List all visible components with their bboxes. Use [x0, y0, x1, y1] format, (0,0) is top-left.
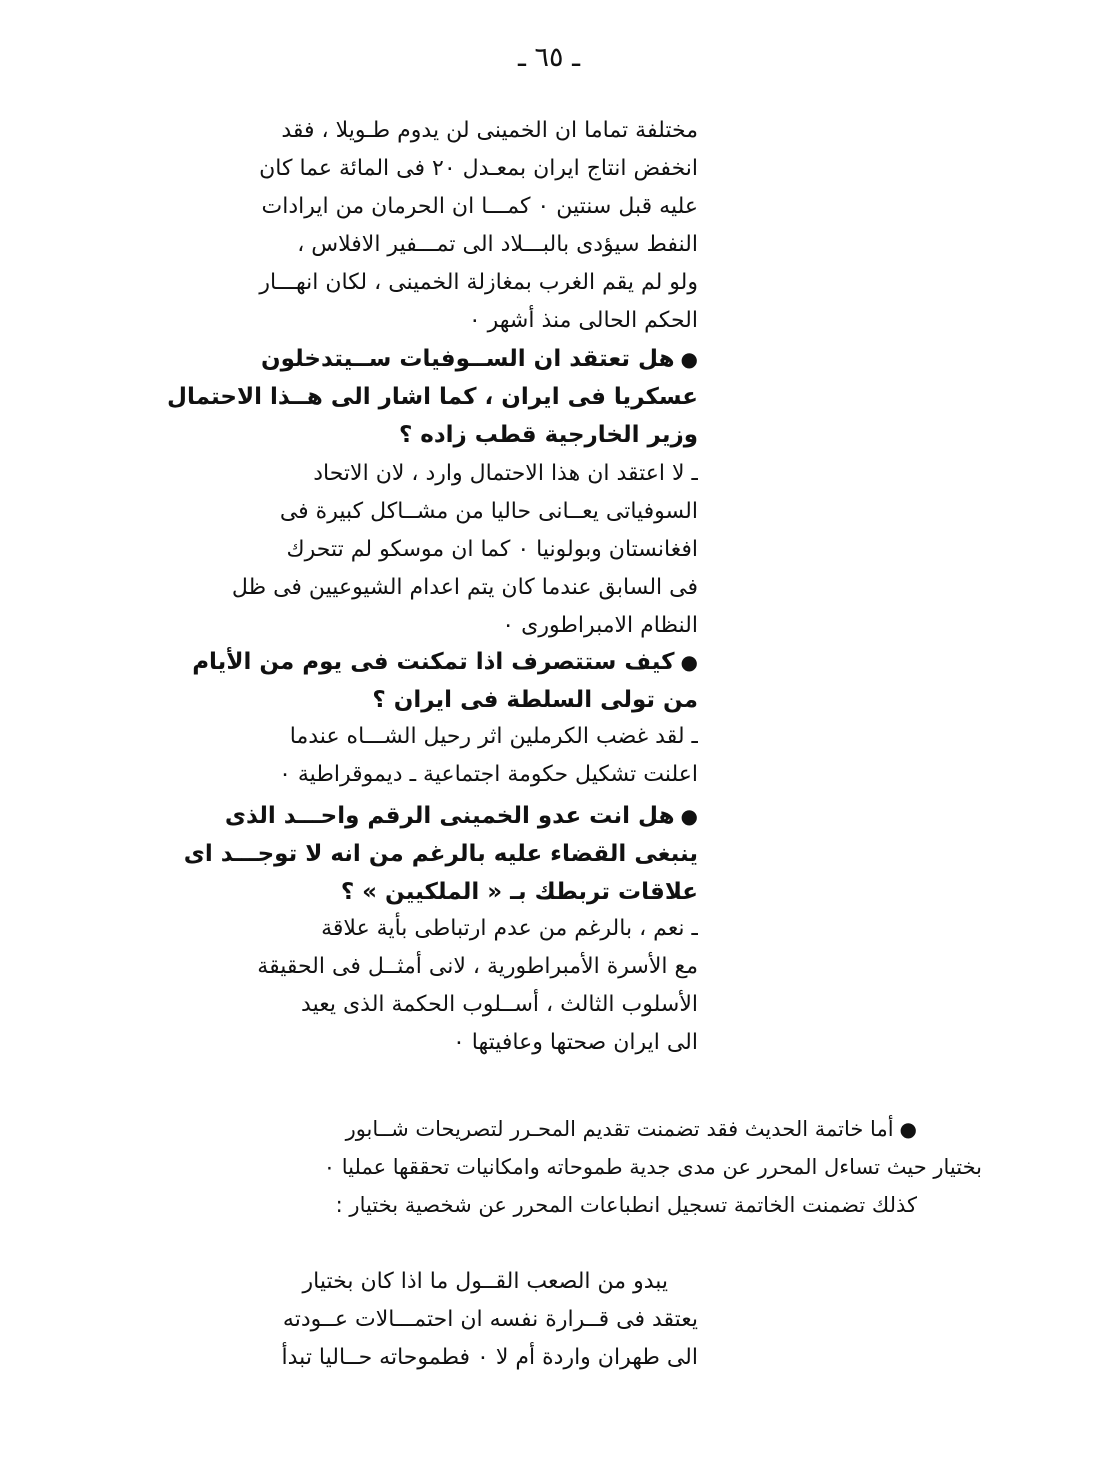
interview-question	[160, 340, 698, 454]
text-line: فى السابق عندما كان يتم اعدام الشيوعيين فى ظل	[231, 575, 698, 600]
page-number: ـ ٦٥ ـ	[517, 42, 580, 73]
text-line: وزير الخارجية قطب زاده ؟	[398, 422, 698, 448]
bullet-icon: ●	[680, 804, 698, 828]
text-line: عليه قبل سنتين ٠ كمـــا ان الحرمان من ايرادات	[261, 194, 698, 219]
text-line: يعتقد فى قــرارة نفسه ان احتمـــالات عــودته	[282, 1307, 698, 1332]
bullet-icon: ●	[899, 1117, 917, 1141]
text-line	[160, 643, 698, 681]
text-line: يبدو من الصعب القــول ما اذا كان بختيار	[302, 1269, 668, 1294]
text-line: مختلفة تماما ان الخمينى لن يدوم طـويلا ، فقد	[281, 118, 698, 143]
text-line: علاقات تربطك بـ « الملكيين » ؟	[340, 879, 698, 905]
question-text: كيف ستتصرف اذا تمكنت فى يوم من الأيام	[192, 649, 675, 675]
text-line: ولو لم يقم الغرب بمغازلة الخمينى ، لكان انهـــار	[259, 270, 698, 295]
text-line: ـ لقد غضب الكرملين اثر رحيل الشـــاه عندما	[289, 724, 698, 749]
interview-question	[160, 797, 698, 911]
text-line	[160, 797, 698, 835]
text-line: ينبغى القضاء عليه بالرغم من انه لا توجـــد اى	[183, 841, 698, 867]
interview-question	[160, 643, 698, 719]
answer-paragraph	[160, 112, 698, 340]
text-line: ـ لا اعتقد ان هذا الاحتمال وارد ، لان الاتحاد	[313, 461, 698, 486]
text-line	[160, 1110, 982, 1148]
text-line: الى طهران واردة أم لا ٠ فطموحاته حــاليا تبدأ	[281, 1345, 698, 1370]
text-line: الأسلوب الثالث ، أســلوب الحكمة الذى يعيد	[301, 992, 698, 1017]
text-line: الحكم الحالى منذ أشهر ٠	[468, 308, 698, 333]
closing-paragraph	[160, 1263, 698, 1377]
answer-paragraph	[160, 718, 698, 794]
text-line: انخفض انتاج ايران بمعـدل ٢٠ فى المائة عما كان	[259, 156, 698, 181]
text-line: اعلنت تشكيل حكومة اجتماعية ـ ديموقراطية ٠	[279, 762, 698, 787]
text-line: افغانستان وبولونيا ٠ كما ان موسكو لم تتحرك	[286, 537, 698, 562]
text-line: كذلك تضمنت الخاتمة تسجيل انطباعات المحرر عن شخصية بختيار :	[335, 1193, 917, 1217]
text-line: من تولى السلطة فى ايران ؟	[372, 687, 698, 713]
question-text: هل تعتقد ان الســوفيات ســيتدخلون	[260, 346, 675, 372]
text-line: عسكريا فى ايران ، كما اشار الى هــذا الاحتمال	[167, 384, 698, 410]
note-text: أما خاتمة الحديث فقد تضمنت تقديم المحـرر لتصريحات شــابور	[345, 1117, 894, 1141]
text-line: الى ايران صحتها وعافيتها ٠	[452, 1030, 698, 1055]
text-line: النفط سيؤدى بالبـــلاد الى تمـــفير الافلاس ،	[297, 232, 698, 257]
text-line	[160, 340, 698, 378]
text-line: بختيار حيث تساءل المحرر عن مدى جدية طموحاته وامكانيات تحققها عمليا ٠	[323, 1155, 982, 1179]
answer-paragraph	[160, 455, 698, 645]
answer-paragraph	[160, 910, 698, 1062]
text-line: السوفياتى يعــانى حاليا من مشــاكل كبيرة فى	[279, 499, 698, 524]
text-line: ـ نعم ، بالرغم من عدم ارتباطى بأية علاقة	[321, 916, 698, 941]
text-line: مع الأسرة الأمبراطورية ، لانى أمثــل فى الحقيقة	[257, 954, 698, 979]
text-line: النظام الامبراطورى ٠	[502, 613, 698, 638]
editorial-note	[160, 1110, 982, 1224]
bullet-icon: ●	[680, 650, 698, 674]
question-text: هل انت عدو الخمينى الرقم واحـــد الذى	[224, 803, 675, 829]
bullet-icon: ●	[680, 347, 698, 371]
